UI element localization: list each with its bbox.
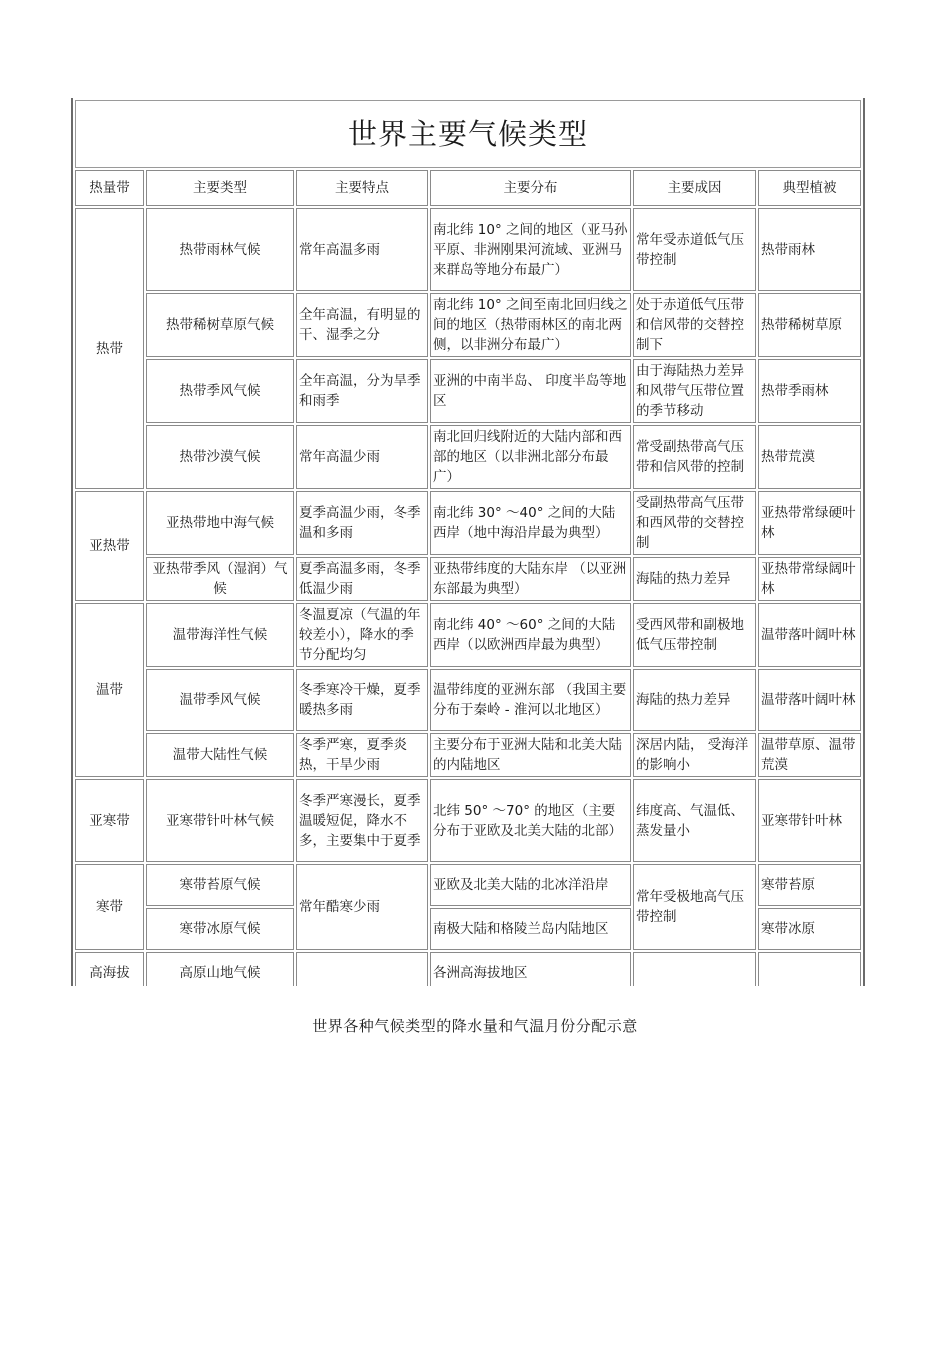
features-cell: 夏季高温多雨，冬季低温少雨 bbox=[296, 557, 428, 601]
distribution-cell: 南北回归线附近的大陆内部和西部的地区（以非洲北部分布最广） bbox=[430, 425, 631, 489]
type-cell: 温带海洋性气候 bbox=[146, 603, 294, 667]
features-cell: 冬季严寒漫长，夏季温暖短促，降水不多，主要集中于夏季 bbox=[296, 779, 428, 862]
distribution-cell: 南北纬 30° ～40° 之间的大陆西岸（地中海沿岸最为典型） bbox=[430, 491, 631, 555]
table-row bbox=[75, 952, 861, 986]
figure-caption: 世界各种气候类型的降水量和气温月份分配示意 bbox=[312, 1017, 638, 1035]
distribution-cell: 南极大陆和格陵兰岛内陆地区 bbox=[430, 908, 631, 950]
type-cell: 热带雨林气候 bbox=[146, 208, 294, 291]
distribution-cell: 亚洲的中南半岛、 印度半岛等地区 bbox=[430, 359, 631, 423]
vegetation-cell: 亚寒带针叶林 bbox=[758, 779, 861, 862]
header-type: 主要类型 bbox=[146, 170, 294, 206]
distribution-cell: 各洲高海拔地区 bbox=[430, 952, 631, 986]
header-cause: 主要成因 bbox=[633, 170, 756, 206]
vegetation-cell: 热带雨林 bbox=[758, 208, 861, 291]
cause-cell: 常年受极地高气压带控制 bbox=[633, 864, 756, 950]
vegetation-cell: 寒带冰原 bbox=[758, 908, 861, 950]
type-cell: 热带沙漠气候 bbox=[146, 425, 294, 489]
features-cell: 常年高温多雨 bbox=[296, 208, 428, 291]
climate-table-frame bbox=[71, 98, 865, 986]
table-row bbox=[75, 491, 861, 555]
table-row bbox=[75, 779, 861, 862]
vegetation-cell: 温带落叶阔叶林 bbox=[758, 603, 861, 667]
distribution-cell: 亚热带纬度的大陆东岸 （以亚洲东部最为典型） bbox=[430, 557, 631, 601]
features-cell: 全年高温，分为旱季和雨季 bbox=[296, 359, 428, 423]
table-title: 世界主要气候类型 bbox=[75, 100, 861, 168]
cause-cell: 由于海陆热力差异和风带气压带位置的季节移动 bbox=[633, 359, 756, 423]
type-cell: 热带稀树草原气候 bbox=[146, 293, 294, 357]
vegetation-cell: 热带稀树草原 bbox=[758, 293, 861, 357]
header-distribution: 主要分布 bbox=[430, 170, 631, 206]
table-row bbox=[75, 557, 861, 601]
header-zone: 热量带 bbox=[75, 170, 144, 206]
distribution-cell: 主要分布于亚洲大陆和北美大陆的内陆地区 bbox=[430, 733, 631, 777]
table-row bbox=[75, 603, 861, 667]
type-cell: 亚寒带针叶林气候 bbox=[146, 779, 294, 862]
vegetation-cell: 热带荒漠 bbox=[758, 425, 861, 489]
features-cell: 夏季高温少雨，冬季温和多雨 bbox=[296, 491, 428, 555]
header-row bbox=[75, 170, 861, 206]
table-row bbox=[75, 359, 861, 423]
features-cell: 常年酷寒少雨 bbox=[296, 864, 428, 950]
type-cell: 寒带苔原气候 bbox=[146, 864, 294, 906]
distribution-cell: 亚欧及北美大陆的北冰洋沿岸 bbox=[430, 864, 631, 906]
cause-cell: 海陆的热力差异 bbox=[633, 669, 756, 731]
cause-cell: 深居内陆， 受海洋的影响小 bbox=[633, 733, 756, 777]
cause-cell: 纬度高、气温低、蒸发量小 bbox=[633, 779, 756, 862]
features-cell: 冬季寒冷干燥，夏季暖热多雨 bbox=[296, 669, 428, 731]
features-cell bbox=[296, 952, 428, 986]
distribution-cell: 温带纬度的亚洲东部 （我国主要分布于秦岭 - 淮河以北地区） bbox=[430, 669, 631, 731]
table-row bbox=[75, 425, 861, 489]
zone-cell-subtropical: 亚热带 bbox=[75, 491, 144, 601]
zone-cell-highland: 高海拔 bbox=[75, 952, 144, 986]
vegetation-cell: 寒带苔原 bbox=[758, 864, 861, 906]
table-row bbox=[75, 208, 861, 291]
title-row bbox=[75, 100, 861, 168]
cause-cell: 受西风带和副极地低气压带控制 bbox=[633, 603, 756, 667]
zone-cell-subarctic: 亚寒带 bbox=[75, 779, 144, 862]
table-row bbox=[75, 864, 861, 906]
type-cell: 高原山地气候 bbox=[146, 952, 294, 986]
table-row bbox=[75, 293, 861, 357]
cause-cell: 常年受赤道低气压带控制 bbox=[633, 208, 756, 291]
distribution-cell: 南北纬 40° ～60° 之间的大陆西岸（以欧洲西岸最为典型） bbox=[430, 603, 631, 667]
cause-cell: 常受副热带高气压带和信风带的控制 bbox=[633, 425, 756, 489]
distribution-cell: 北纬 50° ～70° 的地区（主要分布于亚欧及北美大陆的北部） bbox=[430, 779, 631, 862]
type-cell: 寒带冰原气候 bbox=[146, 908, 294, 950]
features-cell: 冬温夏凉（气温的年较差小），降水的季节分配均匀 bbox=[296, 603, 428, 667]
type-cell: 亚热带季风（湿润）气候 bbox=[146, 557, 294, 601]
vegetation-cell: 热带季雨林 bbox=[758, 359, 861, 423]
cause-cell: 处于赤道低气压带和信风带的交替控制下 bbox=[633, 293, 756, 357]
zone-cell-temperate: 温带 bbox=[75, 603, 144, 777]
features-cell: 全年高温，有明显的干、湿季之分 bbox=[296, 293, 428, 357]
vegetation-cell: 亚热带常绿硬叶林 bbox=[758, 491, 861, 555]
table-row bbox=[75, 669, 861, 731]
type-cell: 热带季风气候 bbox=[146, 359, 294, 423]
cause-cell: 受副热带高气压带和西风带的交替控制 bbox=[633, 491, 756, 555]
vegetation-cell: 亚热带常绿阔叶林 bbox=[758, 557, 861, 601]
table-row bbox=[75, 733, 861, 777]
features-cell: 常年高温少雨 bbox=[296, 425, 428, 489]
cause-cell: 海陆的热力差异 bbox=[633, 557, 756, 601]
zone-cell-tropical: 热带 bbox=[75, 208, 144, 489]
header-features: 主要特点 bbox=[296, 170, 428, 206]
features-cell: 冬季严寒，夏季炎热，干旱少雨 bbox=[296, 733, 428, 777]
type-cell: 温带季风气候 bbox=[146, 669, 294, 731]
vegetation-cell: 温带落叶阔叶林 bbox=[758, 669, 861, 731]
cause-cell bbox=[633, 952, 756, 986]
type-cell: 温带大陆性气候 bbox=[146, 733, 294, 777]
climate-types-table bbox=[73, 98, 863, 986]
header-vegetation: 典型植被 bbox=[758, 170, 861, 206]
distribution-cell: 南北纬 10° 之间至南北回归线之间的地区（热带雨林区的南北两侧，以非洲分布最广） bbox=[430, 293, 631, 357]
vegetation-cell bbox=[758, 952, 861, 986]
vegetation-cell: 温带草原、温带荒漠 bbox=[758, 733, 861, 777]
type-cell: 亚热带地中海气候 bbox=[146, 491, 294, 555]
distribution-cell: 南北纬 10° 之间的地区（亚马孙平原、非洲刚果河流域、亚洲马来群岛等地分布最广） bbox=[430, 208, 631, 291]
zone-cell-frigid: 寒带 bbox=[75, 864, 144, 950]
